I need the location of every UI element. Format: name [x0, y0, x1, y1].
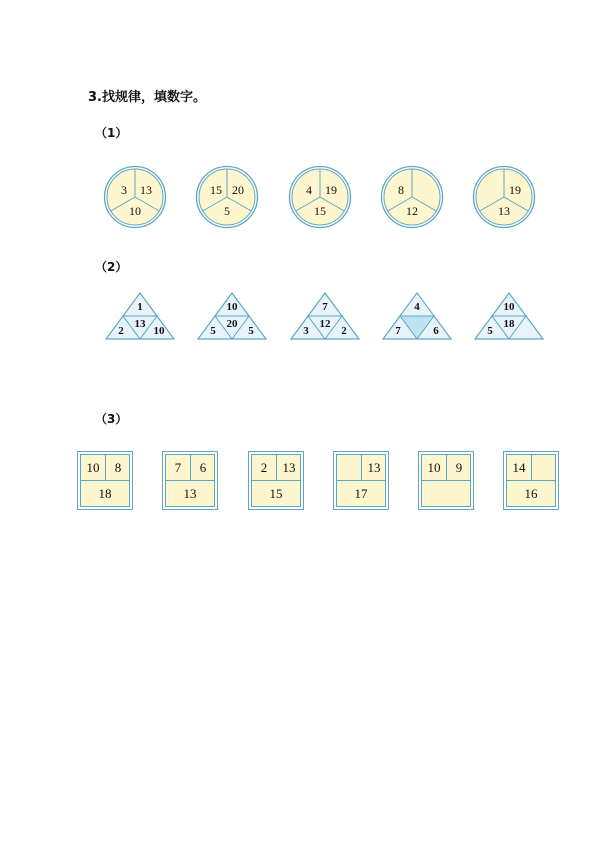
number-box-inner — [421, 454, 471, 507]
box-top-left-number: 10 — [86, 460, 100, 475]
circle-bottom-number: 13 — [498, 204, 510, 218]
triangle-top-number: 7 — [322, 301, 328, 313]
triangle-right-number: 10 — [153, 325, 165, 337]
number-box — [418, 451, 474, 510]
number-box — [162, 451, 218, 510]
circle-right-number: 19 — [325, 183, 337, 197]
triangle-center-number: 12 — [319, 318, 331, 330]
number-triangle — [196, 291, 268, 341]
box-top-left-number: 14 — [512, 460, 526, 475]
number-box-inner — [251, 454, 301, 507]
triangle-center-number: 18 — [503, 318, 515, 330]
box-bottom-number: 18 — [98, 486, 112, 501]
number-box — [248, 451, 304, 510]
triangle-right-number: 5 — [248, 325, 254, 337]
number-triangle — [473, 291, 545, 341]
circle-right-number: 19 — [509, 183, 521, 197]
triangle-left-number: 5 — [487, 325, 493, 337]
number-box-inner — [336, 454, 386, 507]
box-top-right-number: 13 — [361, 455, 386, 480]
number-circle — [469, 162, 539, 232]
triangle-top-number: 10 — [503, 301, 515, 313]
triangle-left-number: 3 — [303, 325, 309, 337]
number-triangle — [104, 291, 176, 341]
part-3-label: （3） — [95, 412, 128, 426]
triangle-top-number: 10 — [226, 301, 238, 313]
box-top-left-number — [337, 455, 361, 480]
box-top-left-number: 10 — [427, 460, 441, 475]
question-title: 3.找规律，填数字。 — [88, 90, 206, 105]
box-top-right-number: 13 — [276, 455, 301, 480]
triangle-left-number: 7 — [395, 325, 401, 337]
number-box-inner — [165, 454, 215, 507]
triangle-center-number: 20 — [226, 318, 238, 330]
triangle-right-number: 6 — [433, 325, 439, 337]
box-bottom-number: 13 — [183, 486, 197, 501]
box-bottom-number: 16 — [524, 486, 538, 501]
circle-right-number: 13 — [140, 183, 152, 197]
number-triangle — [289, 291, 361, 341]
triangle-right-number: 2 — [341, 325, 347, 337]
box-top-right-number: 8 — [105, 455, 130, 480]
box-bottom-number: 15 — [269, 486, 283, 501]
circle-left-number: 8 — [398, 183, 404, 197]
box-top-right-number — [531, 455, 556, 480]
box-top-right-number: 6 — [190, 455, 215, 480]
part-2-label: （2） — [95, 260, 128, 274]
box-bottom-number — [422, 481, 470, 506]
part-1-label: （1） — [95, 126, 128, 140]
number-box — [503, 451, 559, 510]
number-box-inner — [80, 454, 130, 507]
triangle-left-number: 2 — [118, 325, 124, 337]
number-circle — [100, 162, 170, 232]
triangle-center-number: 13 — [134, 318, 146, 330]
circle-bottom-number: 5 — [224, 204, 230, 218]
triangle-top-number: 4 — [414, 301, 420, 313]
number-box — [77, 451, 133, 510]
box-top-left-number: 7 — [174, 460, 182, 475]
number-circle — [192, 162, 262, 232]
circle-right-number: 20 — [232, 183, 244, 197]
circle-left-number: 15 — [210, 183, 222, 197]
number-circle — [285, 162, 355, 232]
number-circle — [377, 162, 447, 232]
box-top-left-number: 2 — [260, 460, 268, 475]
triangle-left-number: 5 — [210, 325, 216, 337]
number-triangle — [381, 291, 453, 341]
box-bottom-number: 17 — [354, 486, 368, 501]
circle-bottom-number: 15 — [314, 204, 326, 218]
circle-left-number: 4 — [306, 183, 312, 197]
triangle-top-number: 1 — [137, 301, 143, 313]
circle-left-number: 3 — [121, 183, 127, 197]
circle-bottom-number: 10 — [129, 204, 141, 218]
box-top-right-number: 9 — [446, 455, 471, 480]
number-box — [333, 451, 389, 510]
circle-bottom-number: 12 — [406, 204, 418, 218]
number-box-inner — [506, 454, 556, 507]
